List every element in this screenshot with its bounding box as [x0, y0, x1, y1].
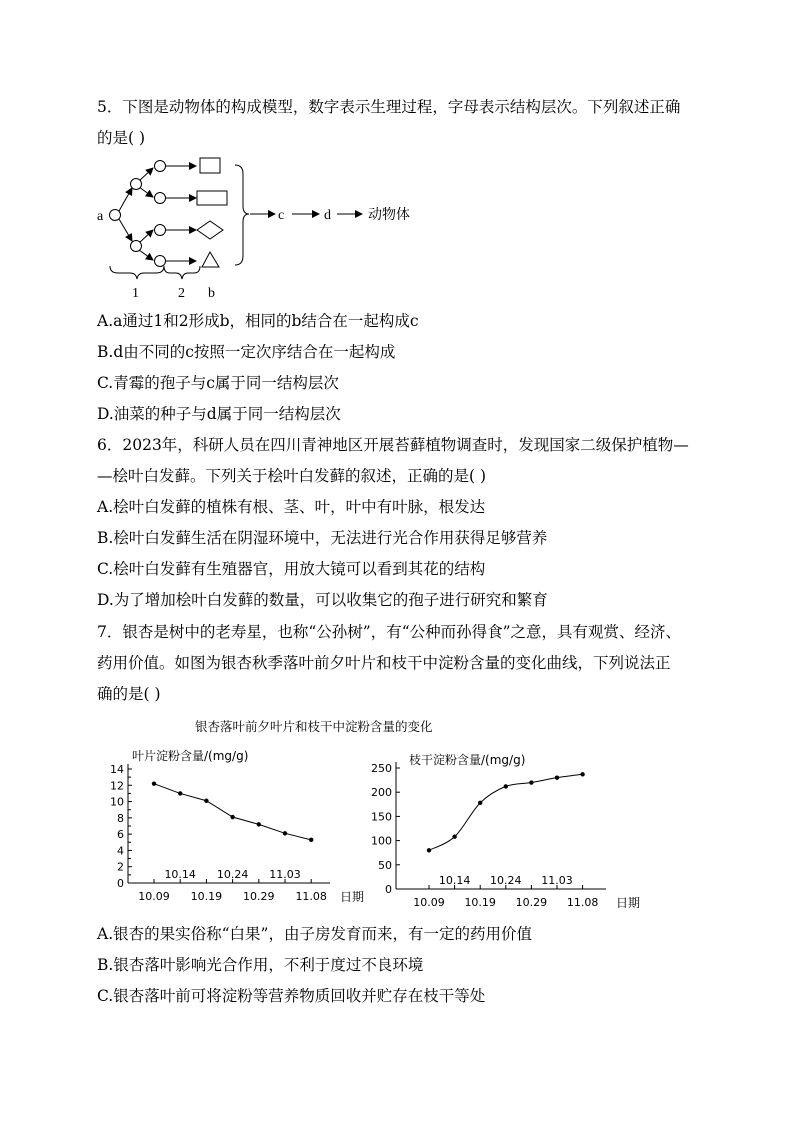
diagram-bottom-braces — [110, 266, 200, 279]
q6-option-c: C.桧叶白发藓有生殖器官，用放大镜可以看到其花的结构 — [97, 560, 486, 578]
q6-stem-line1: 6．2023年，科研人员在四川青神地区开展苔藓植物调查时，发现国家二级保护植物— — [97, 436, 689, 454]
data-point — [257, 822, 261, 826]
diagram-cell-shapes — [197, 158, 227, 267]
svg-text:a: a — [97, 209, 104, 224]
diagram-label-c: c — [278, 208, 285, 223]
q5-option-d: D.油菜的种子与d属于同一结构层次 — [97, 405, 341, 423]
q6-stem-line2: —桧叶白发藓。下列关于桧叶白发藓的叙述，正确的是( ) — [97, 467, 487, 485]
x-tick-label: 10.29 — [515, 896, 548, 909]
y-tick-label: 4 — [117, 844, 124, 858]
x-tick-label: 10.19 — [190, 890, 223, 903]
q5-option-c: C.青霉的孢子与c属于同一结构层次 — [97, 374, 339, 392]
q5-option-b: B.d由不同的c按照一定次序结合在一起构成 — [97, 343, 396, 361]
q7-option-a: A.银杏的果实俗称“白果”，由子房发育而来，有一定的药用价值 — [97, 925, 532, 943]
y-tick-label: 150 — [371, 810, 392, 824]
data-point — [580, 772, 584, 776]
q7-option-c: C.银杏落叶前可将淀粉等营养物质回收并贮存在枝干等处 — [97, 987, 486, 1005]
data-point — [178, 791, 182, 795]
data-point — [283, 831, 287, 835]
diagram-right-brace — [235, 165, 249, 265]
y-axis-label: 叶片淀粉含量/(mg/g) — [132, 749, 249, 763]
data-point — [152, 781, 156, 785]
y-tick-label: 14 — [110, 763, 124, 776]
x-tick-label-upper: 11.03 — [269, 868, 301, 881]
x-tick-label: 10.29 — [243, 890, 275, 903]
x-tick-label-upper: 10.24 — [216, 868, 249, 881]
data-point — [529, 780, 533, 784]
q7-stem-line1: 7．银杏是树中的老寿星，也称“公孙树”，有“公种而孙得食”之意，具有观赏、经济、 — [97, 623, 682, 641]
data-point — [504, 784, 508, 788]
x-tick-label-upper: 11.03 — [541, 874, 573, 887]
figure-title: 银杏落叶前夕叶片和枝干中淀粉含量的变化 — [195, 719, 433, 734]
q5-stem-line2: 的是( ) — [97, 129, 146, 147]
y-axis-label: 枝干淀粉含量/(mg/g) — [409, 753, 526, 767]
y-tick-label: 250 — [371, 762, 392, 775]
q5-structure-diagram — [92, 157, 432, 299]
data-point — [452, 835, 456, 839]
y-tick-label: 100 — [371, 834, 392, 848]
y-tick-label: 0 — [117, 877, 124, 890]
q7-stem-line3: 确的是( ) — [97, 685, 161, 703]
x-tick-label-upper: 10.24 — [490, 874, 522, 887]
y-tick-label: 8 — [117, 811, 124, 825]
x-axis-label: 日期 — [340, 890, 365, 904]
y-tick-label: 2 — [117, 860, 124, 874]
diagram-label-d: d — [324, 208, 331, 223]
data-point — [478, 801, 482, 805]
x-tick-label-upper: 10.14 — [438, 874, 471, 887]
q5-option-a: A.a通过1和2形成b，相同的b结合在一起构成c — [97, 312, 419, 330]
x-tick-label-upper: 10.14 — [164, 868, 196, 881]
diagram-node-a — [97, 209, 121, 224]
data-point — [427, 848, 431, 852]
series-line — [154, 784, 311, 840]
x-axis-label: 日期 — [616, 896, 641, 910]
q7-option-b: B.银杏落叶影响光合作用，不利于度过不良环境 — [97, 956, 424, 974]
x-tick-label: 11.08 — [566, 896, 599, 909]
x-tick-label: 11.08 — [295, 890, 327, 903]
q6-option-a: A.桧叶白发藓的植株有根、茎、叶，叶中有叶脉，根发达 — [97, 498, 486, 516]
leaf-starch-chart — [110, 742, 365, 907]
data-point — [555, 775, 559, 779]
diagram-circles — [131, 161, 166, 267]
data-point — [309, 838, 313, 842]
y-tick-label: 0 — [385, 883, 392, 896]
branch-starch-chart — [366, 742, 641, 910]
diagram-label-b: b — [208, 286, 215, 301]
y-tick-label: 50 — [378, 858, 392, 872]
y-tick-label: 12 — [110, 779, 124, 793]
data-point — [204, 799, 208, 803]
q5-stem-line1: 5．下图是动物体的构成模型，数字表示生理过程，字母表示结构层次。下列叙述正确 — [97, 98, 681, 116]
x-tick-label: 10.19 — [464, 896, 496, 909]
y-tick-label: 10 — [110, 795, 124, 809]
diagram-label-animal: 动物体 — [368, 207, 410, 223]
x-tick-label: 10.09 — [138, 890, 170, 903]
y-tick-label: 200 — [371, 786, 392, 800]
diagram-label-1: 1 — [132, 286, 139, 301]
diagram-label-2: 2 — [178, 286, 185, 301]
q6-option-b: B.桧叶白发藓生活在阴湿环境中，无法进行光合作用获得足够营养 — [97, 529, 548, 547]
q6-option-d: D.为了增加桧叶白发藓的数量，可以收集它的孢子进行研究和繁育 — [97, 591, 548, 609]
q7-stem-line2: 药用价值。如图为银杏秋季落叶前夕叶片和枝干中淀粉含量的变化曲线，下列说法正 — [97, 654, 671, 672]
y-tick-label: 6 — [117, 828, 124, 842]
data-point — [230, 815, 234, 819]
x-tick-label: 10.09 — [413, 896, 445, 909]
